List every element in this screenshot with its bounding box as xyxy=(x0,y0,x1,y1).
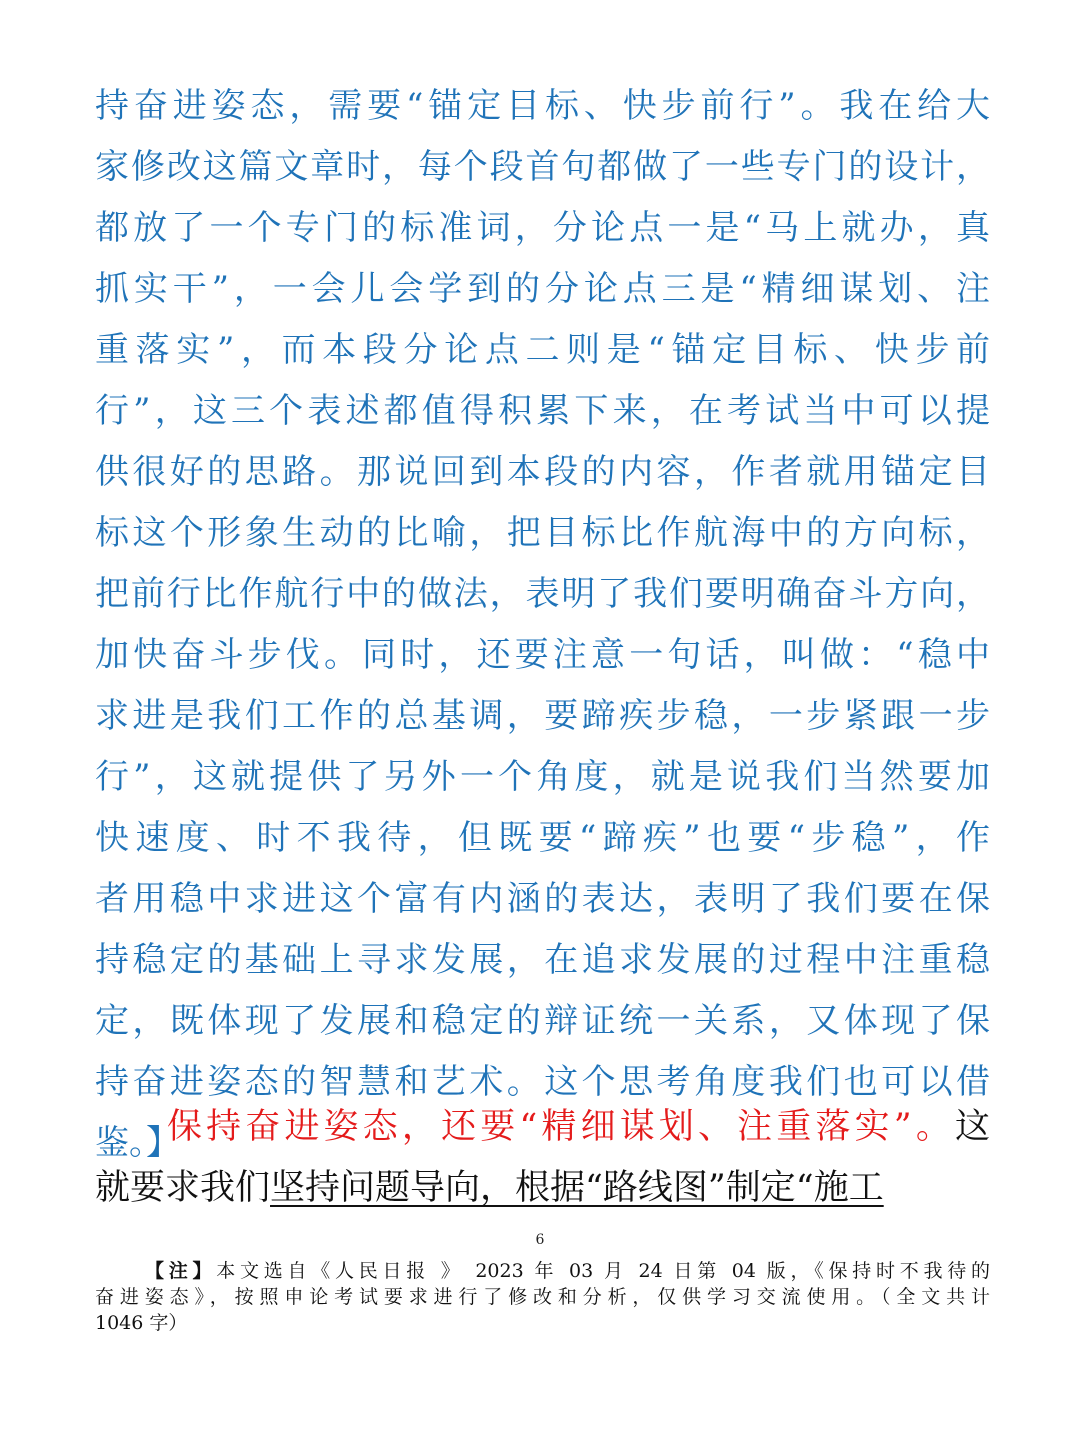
footnote xyxy=(95,1258,990,1336)
analysis-line: 鉴。】 xyxy=(95,1123,180,1163)
analysis-line: 者用稳中求进这个富有内涵的表达，表明了我们要在保 xyxy=(95,879,990,919)
analysis-line: 持奋进姿态的智慧和艺术。这个思考角度我们也可以借 xyxy=(95,1062,990,1102)
footnote-line-2: 奋进姿态》，按照申论考试要求进行了修改和分析，仅供学习交流使用。（全文共计 xyxy=(95,1286,990,1308)
body-text: 这 xyxy=(954,1107,990,1147)
footnote-line-1 xyxy=(95,1258,990,1284)
analysis-paragraph xyxy=(95,76,990,1174)
main-paragraph xyxy=(95,1097,990,1219)
analysis-line: 家修改这篇文章时，每个段首句都做了一些专门的设计， xyxy=(95,147,990,187)
main-line-1 xyxy=(95,1097,990,1158)
page-number: 6 xyxy=(535,1232,545,1248)
analysis-line: 供很好的思路。那说回到本段的内容，作者就用锚定目 xyxy=(95,452,990,492)
main-line-2 xyxy=(95,1158,990,1219)
underlined-text: 坚持问题导向，根据“路线图”制定“施工 xyxy=(270,1168,884,1208)
body-text: 就要求我们 xyxy=(95,1168,271,1208)
analysis-line: 抓实干”，一会儿会学到的分论点三是“精细谋划、注 xyxy=(95,269,990,309)
analysis-line: 行”，这三个表述都值得积累下来，在考试当中可以提 xyxy=(95,391,990,431)
footnote-text: 本文选自《人民日报 》 2023 年 03 月 24 日第 04 版，《保持时不我待的 xyxy=(216,1260,990,1282)
analysis-line: 求进是我们工作的总基调，要蹄疾步稳，一步紧跟一步 xyxy=(95,696,990,736)
analysis-line: 行”，这就提供了另外一个角度，就是说我们当然要加 xyxy=(95,757,990,797)
analysis-line: 加快奋斗步伐。同时，还要注意一句话，叫做：“稳中 xyxy=(95,635,990,675)
analysis-line: 把前行比作航行中的做法，表明了我们要明确奋斗方向， xyxy=(95,574,990,614)
analysis-line: 都放了一个专门的标准词，分论点一是“马上就办，真 xyxy=(95,208,990,248)
analysis-line: 持奋进姿态，需要“锚定目标、快步前行”。我在给大 xyxy=(95,86,990,126)
analysis-line: 标这个形象生动的比喻，把目标比作航海中的方向标， xyxy=(95,513,990,553)
analysis-line: 持稳定的基础上寻求发展，在追求发展的过程中注重稳 xyxy=(95,940,990,980)
analysis-line: 重落实”，而本段分论点二则是“锚定目标、快步前 xyxy=(95,330,990,370)
footnote-tag: 【注】 xyxy=(145,1260,217,1282)
analysis-line: 定，既体现了发展和稳定的辩证统一关系，又体现了保 xyxy=(95,1001,990,1041)
analysis-line: 快速度、时不我待，但既要“蹄疾”也要“步稳”，作 xyxy=(95,818,990,858)
footnote-line-3: 1046 字） xyxy=(95,1312,188,1334)
topic-sentence: 保持奋进姿态，还要“精细谋划、注重落实”。 xyxy=(167,1107,955,1147)
